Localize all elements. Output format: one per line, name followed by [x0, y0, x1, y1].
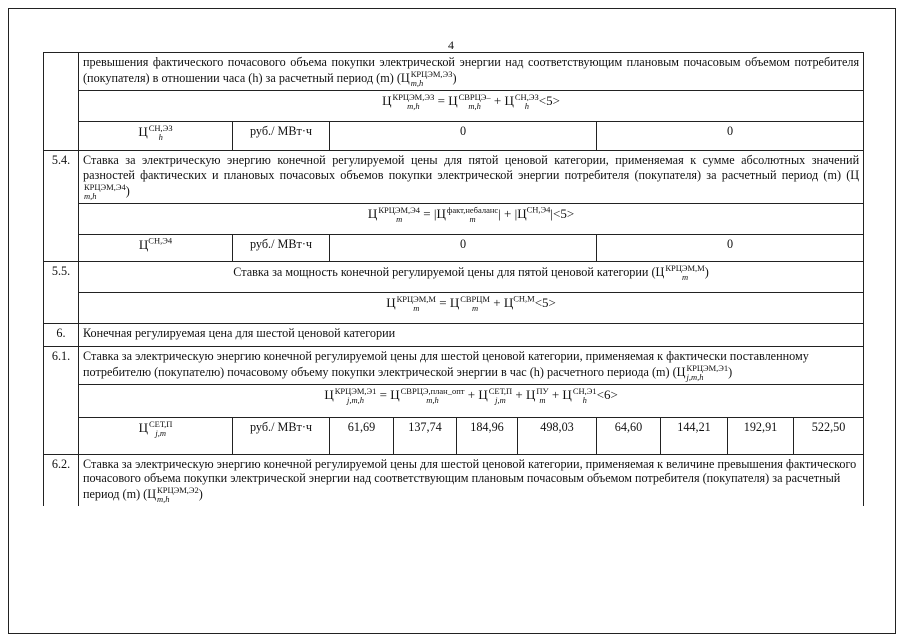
row-description: Ставка за электрическую энергию конечной регулируемой цены для пятой ценовой категории, применяемая к сумме абсолютных значений разностей фактических и плановых почасовых объемов покупки электрической энергии потребителя (покупателя) за расчетный период (m) (Ц КРЦЭМ,Э4 m,h )	[79, 150, 864, 203]
table-row	[44, 53, 864, 91]
row-number-empty	[44, 53, 79, 151]
formula-row	[44, 203, 864, 234]
row-description: Конечная регулируемая цена для шестой ценовой категории	[79, 323, 864, 346]
parameter-value: 64,60	[597, 417, 661, 454]
parameter-value: 0	[330, 234, 597, 261]
row-number: 6.1.	[44, 346, 79, 454]
table-row	[44, 454, 864, 506]
row-number: 5.4.	[44, 150, 79, 261]
formula: Ц КРЦЭМ,ЭЗ m,h = Ц СВРЦЭ– m,h + Ц СН,ЭЗ h <5>	[79, 90, 864, 121]
parameter-unit: руб./ МВт·ч	[233, 234, 330, 261]
tariff-table	[43, 52, 864, 506]
row-number: 5.5.	[44, 261, 79, 323]
row-description: Ставка за электрическую энергию конечной регулируемой цены для шестой ценовой категории, применяемая к фактически поставленному потребителю (покупателю) почасовому объему покупки электрической энергии в час (h) расчетного периода (m) (Ц КРЦЭМ,Э1 j,m,h )	[79, 346, 864, 384]
formula: Ц КРЦЭМ,М m = Ц СВРЦМ m + $Ц^{СН,М}<5>$	[79, 292, 864, 323]
table-row	[44, 150, 864, 203]
parameter-unit: руб./ МВт·ч	[233, 121, 330, 150]
row-number: 6.	[44, 323, 79, 346]
parameter-value: 144,21	[661, 417, 728, 454]
parameter-value: 0	[597, 121, 864, 150]
row-description: превышения фактического почасового объема покупки электрической энергии над соответствующим плановым почасовым объемом потребителя (покупателя) в отношении часа (h) за расчетный период (m) (Ц КРЦЭМ,ЭЗ m,h )	[79, 53, 864, 91]
parameter-symbol: $Ц^{СН,Э4}$	[79, 234, 233, 261]
row-description: Ставка за мощность конечной регулируемой цены для пятой ценовой категории (Ц КРЦЭМ,М m )	[79, 261, 864, 292]
parameter-row	[44, 417, 864, 454]
table-row	[44, 346, 864, 384]
parameter-value: 184,96	[457, 417, 518, 454]
formula: Ц КРЦЭМ,Э1 j,m,h = Ц СВРЦЭ,план_опт m,h + Ц СЕТ,П j,m + Ц ПУ m + Ц СН,Э1 h <6>	[79, 384, 864, 417]
parameter-row	[44, 121, 864, 150]
parameter-symbol: Ц СЕТ,П j,m	[79, 417, 233, 454]
table-row	[44, 323, 864, 346]
parameter-row	[44, 234, 864, 261]
parameter-value: 0	[597, 234, 864, 261]
formula-row	[44, 292, 864, 323]
parameter-value: 0	[330, 121, 597, 150]
table-row	[44, 261, 864, 292]
page-number: 4	[448, 38, 454, 52]
parameter-value: 498,03	[518, 417, 597, 454]
parameter-value: 192,91	[728, 417, 794, 454]
formula-row	[44, 384, 864, 417]
parameter-value: 137,74	[394, 417, 457, 454]
parameter-symbol: Ц СН,ЭЗ h	[79, 121, 233, 150]
formula: Ц КРЦЭМ,Э4 m = |Ц факт,небаланс m | + $|Ц^{СН,Э4}|<5>$	[79, 203, 864, 234]
parameter-value: 61,69	[330, 417, 394, 454]
row-number: 6.2.	[44, 454, 79, 506]
row-description: Ставка за электрическую энергию конечной регулируемой цены для шестой ценовой категории, применяемая к величине превышения фактического почасового объема покупки электрической энергии над соответствующим плановым почасовым объемом потребителя (покупателя) за расчетный период (m) (Ц КРЦЭМ,Э2 m,h )	[79, 454, 864, 506]
formula-row	[44, 90, 864, 121]
parameter-unit: руб./ МВт·ч	[233, 417, 330, 454]
parameter-value: 522,50	[794, 417, 864, 454]
